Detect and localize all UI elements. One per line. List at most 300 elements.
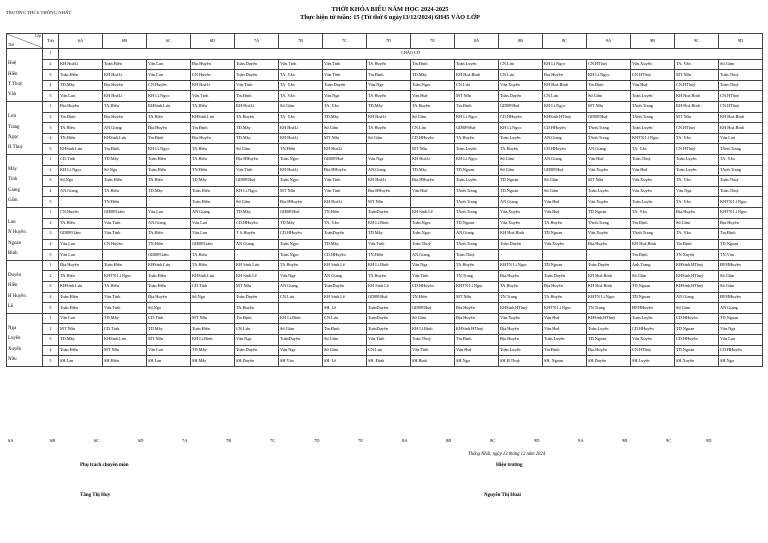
table-row	[7, 176, 763, 187]
lesson-cell: Sử.Gấm	[719, 282, 763, 293]
lesson-cell: Toán.Luyến	[631, 197, 675, 208]
lesson-cell: CN.HThuỳ	[719, 101, 763, 112]
lesson-cell: Văn.Tỉnh	[103, 229, 147, 240]
lesson-cell: KH Hoá.Bình	[587, 282, 631, 293]
day-teacher-cell: H Thuỳ	[7, 144, 43, 155]
lesson-cell: KH Lí.Ngọc	[587, 70, 631, 81]
table-row	[7, 250, 763, 261]
period-number: 4	[43, 292, 59, 303]
lesson-cell: Văn.Huệ	[631, 80, 675, 91]
lesson-cell: Văn.Tỉnh	[367, 239, 411, 250]
lesson-cell: TAnh.Trang	[587, 133, 631, 144]
footer-class-label: 7C	[270, 438, 276, 443]
lesson-cell: KH Hoá.Bình	[631, 239, 675, 250]
lesson-cell: CN.Huyền	[147, 80, 191, 91]
class-header-7c: 7C	[323, 34, 367, 49]
day-teacher-cell: Hiền	[7, 70, 43, 81]
period-number: 2	[43, 324, 59, 335]
lesson-cell: Toán.Duyên	[235, 59, 279, 70]
lesson-cell: Toán.Luyến	[675, 165, 719, 176]
lesson-cell: TD.Mây	[235, 123, 279, 134]
lesson-cell: Toán.Hiền	[191, 186, 235, 197]
lesson-cell: Văn.Nga	[367, 154, 411, 165]
lesson-cell: AN.Giang	[103, 123, 147, 134]
lesson-cell: TA.Hiếu	[191, 101, 235, 112]
lesson-cell: TA.Huyền	[279, 260, 323, 271]
lesson-cell: Sử.Gấm	[499, 154, 543, 165]
lesson-cell: Địa.Huyền	[499, 324, 543, 335]
lesson-cell: Toán.Hiền	[191, 197, 235, 208]
lesson-cell: CD.HHuyền	[499, 112, 543, 123]
lesson-cell	[499, 250, 543, 261]
lesson-cell: KH HoáLí	[323, 144, 367, 155]
lesson-cell: KH Hoá.Bình	[543, 80, 587, 91]
lesson-cell: TA. Vân	[675, 176, 719, 187]
lesson-cell: Văn.Lan	[59, 250, 103, 261]
lesson-cell: Địa.HHuyền	[235, 154, 279, 165]
class-header-9d: 9D	[719, 34, 763, 49]
lesson-cell: TA. Vân	[675, 197, 719, 208]
lesson-cell: TA.Hiếu	[103, 101, 147, 112]
period-number: 4	[43, 80, 59, 91]
lesson-cell: Toán.Thuỳ	[411, 239, 455, 250]
lesson-cell: CD.HHuyền	[631, 324, 675, 335]
lesson-cell: TN.Hiền	[279, 144, 323, 155]
table-row	[7, 165, 763, 176]
lesson-cell: SH.Luyến	[631, 356, 675, 367]
table-row	[7, 218, 763, 229]
lesson-cell: AN.Giang	[543, 133, 587, 144]
class-header-7a: 7A	[235, 34, 279, 49]
lesson-cell: Địa.Huyền	[587, 345, 631, 356]
lesson-cell: KHSinh.Lưu	[147, 260, 191, 271]
day-teacher-cell: T Thuỳ	[7, 80, 43, 91]
lesson-cell: AN.Giang	[675, 292, 719, 303]
lesson-cell: Sử.Gấm	[323, 345, 367, 356]
period-number: 1	[43, 101, 59, 112]
lesson-cell: Sử.Gấm	[279, 324, 323, 335]
lesson-cell: Văn.Huệ	[411, 91, 455, 102]
lesson-cell: ToánDuyên	[367, 303, 411, 314]
day-teacher-cell: Xuyến	[7, 345, 43, 356]
lesson-cell: Toán.Thuỳ	[719, 70, 763, 81]
lesson-cell: TD.Ngoan	[719, 313, 763, 324]
lesson-cell: CN.HThuỳ	[675, 144, 719, 155]
footer-class-label: 7D	[314, 438, 320, 443]
table-row	[7, 239, 763, 250]
lesson-cell: Toán.Thuỳ	[411, 335, 455, 346]
lesson-cell: Văn.Lan	[191, 218, 235, 229]
lesson-cell: CD.HHuyền	[235, 218, 279, 229]
lesson-cell: TD.Ngoan	[631, 292, 675, 303]
lesson-cell: Sử.Gấm	[719, 59, 763, 70]
period-number: 1	[43, 49, 59, 60]
lesson-cell: GDĐP.Huệ	[543, 165, 587, 176]
period-number: 3	[43, 70, 59, 81]
table-row	[7, 123, 763, 134]
table-row	[7, 345, 763, 356]
lesson-cell: TN.Trang	[499, 292, 543, 303]
period-number: 2	[43, 271, 59, 282]
class-header-6a: 6A	[59, 34, 103, 49]
lesson-cell: SH.Lan	[59, 356, 103, 367]
class-header-7d: 7D	[367, 34, 411, 49]
lesson-cell: Văn.Xuyến	[587, 165, 631, 176]
lesson-cell: Sử.Gấm	[411, 112, 455, 123]
lesson-cell: TD.Mây	[323, 112, 367, 123]
table-row	[7, 207, 763, 218]
lesson-cell: TA.Hiếu	[191, 250, 235, 261]
lesson-cell: KHSinh.Lưu	[191, 271, 235, 282]
day-teacher-cell: Vân	[7, 91, 43, 102]
lesson-cell: Toán.Hiền	[147, 271, 191, 282]
lesson-cell: KHTN Lí.Ngọc	[455, 282, 499, 293]
lesson-cell: AN.Giang	[191, 207, 235, 218]
lesson-cell: TAnh.Trang	[631, 112, 675, 123]
lesson-cell: TA.Hiếu	[191, 154, 235, 165]
lesson-cell: MT Nữu	[455, 292, 499, 303]
lesson-cell: KH HoáLí	[191, 80, 235, 91]
day-teacher-cell: Trang	[7, 123, 43, 134]
lesson-cell: TA.Hiếu	[147, 176, 191, 187]
day-teacher-cell: Luyến	[7, 335, 43, 346]
header-row	[7, 34, 763, 49]
lesson-cell: Văn.Tỉnh	[103, 292, 147, 303]
lesson-cell: TN.Hiền	[103, 197, 147, 208]
lesson-cell: CN.HThuỳ	[631, 345, 675, 356]
period-number: 4	[43, 345, 59, 356]
lesson-cell: Văn.Tỉnh	[235, 165, 279, 176]
lesson-cell: CN.Lưu	[543, 91, 587, 102]
lesson-cell: Tin.Định	[235, 91, 279, 102]
lesson-cell: Tin.Định	[235, 313, 279, 324]
lesson-cell: KHSinh.HThuỳ	[675, 282, 719, 293]
lesson-cell: CN.Lưu	[235, 324, 279, 335]
period-number: 4	[43, 186, 59, 197]
corner-cell	[7, 34, 43, 49]
lesson-cell: ToánDuyên	[279, 335, 323, 346]
lesson-cell: KH Lí.Ngọc	[147, 91, 191, 102]
lesson-cell: CD.Tỉnh	[191, 282, 235, 293]
lesson-cell: CN.Lưu	[367, 345, 411, 356]
lesson-cell: Toán.Duyên	[235, 292, 279, 303]
lesson-cell: KH Sinh.Lê	[235, 271, 279, 282]
lesson-cell: Địa.Huyền	[191, 133, 235, 144]
day-teacher-cell: Lan	[7, 218, 43, 229]
lesson-cell: GDĐP.Huệ	[499, 101, 543, 112]
timetable-body	[7, 34, 763, 367]
lesson-cell	[543, 250, 587, 261]
period-number: 1	[43, 260, 59, 271]
lesson-cell	[235, 250, 279, 261]
lesson-cell: KH HoáLí	[103, 91, 147, 102]
lesson-cell: TD.Mây	[235, 133, 279, 144]
lesson-cell: SH.H Thuỳ	[499, 356, 543, 367]
lesson-cell: KH Lí.Bình	[367, 218, 411, 229]
lesson-cell: Văn.Lan	[147, 207, 191, 218]
lesson-cell: KH HoáLí	[367, 176, 411, 187]
day-teacher-cell: Bình	[7, 250, 43, 261]
class-header-8b: 8B	[499, 34, 543, 49]
lesson-cell: TA.Hiếu	[59, 218, 103, 229]
lesson-cell: TAnh.Trang	[455, 207, 499, 218]
period-number: 2	[43, 112, 59, 123]
lesson-cell: TD.Mây	[147, 186, 191, 197]
lesson-cell: CD.Tỉnh	[103, 324, 147, 335]
lesson-cell: MT Nữu	[587, 176, 631, 187]
lesson-cell: TD.Mây	[191, 176, 235, 187]
lesson-cell: TA. Vân	[279, 112, 323, 123]
lesson-cell: TD.Mây	[411, 165, 455, 176]
lesson-cell: TAnh.Trang	[719, 165, 763, 176]
table-row	[7, 91, 763, 102]
lesson-cell: KHTN Lí.Ngọc	[631, 133, 675, 144]
table-row	[7, 282, 763, 293]
title-line: THỜI KHÓA BIỂU NĂM HỌC 2024-2025	[331, 6, 449, 13]
lesson-cell: TA.Hiếu	[103, 282, 147, 293]
lesson-cell: Tin.Định	[59, 112, 103, 123]
lesson-cell: KHSinh.HThuỳ	[499, 303, 543, 314]
lesson-cell: CN.Lưu	[455, 80, 499, 91]
lesson-cell: Văn.Nga	[323, 91, 367, 102]
lesson-cell: Văn.Nga	[235, 335, 279, 346]
lesson-cell: Toán.Luyến	[587, 186, 631, 197]
period-number: 1	[43, 207, 59, 218]
lesson-cell: Toán.Hiền	[103, 176, 147, 187]
lesson-cell: TD.Ngoan	[499, 176, 543, 187]
lesson-cell: TAnh.Trang	[631, 101, 675, 112]
lesson-cell: TN.Hiền	[147, 239, 191, 250]
lesson-cell: KH Lí.Ngọc	[543, 101, 587, 112]
lesson-cell: KHSinh.Lưu	[103, 133, 147, 144]
lesson-cell: SH.Nga	[455, 356, 499, 367]
lesson-cell: AN.Giang	[411, 250, 455, 261]
lesson-cell: Tin.Định	[587, 80, 631, 91]
lesson-cell: ToánDuyên	[323, 229, 367, 240]
lesson-cell: TD.Mây	[323, 239, 367, 250]
lesson-cell: Tin.Định	[543, 345, 587, 356]
lesson-cell: KH HoáLí	[323, 197, 367, 208]
lesson-cell: Sử.Gấm	[235, 197, 279, 208]
date-line: Thống Nhất, ngày 13 tháng 12 năm 2024	[468, 452, 546, 457]
lesson-cell: Văn.Xuyến	[543, 239, 587, 250]
lesson-cell: CN.HThuỳ	[631, 70, 675, 81]
lesson-cell: GDĐP.Huệ	[411, 303, 455, 314]
lesson-cell: Sử.Gấm	[719, 271, 763, 282]
lesson-cell: Toán.Luyến	[455, 176, 499, 187]
lesson-cell: Văn.Lan	[147, 59, 191, 70]
lesson-cell: TN.Hiền	[59, 133, 103, 144]
lesson-cell: ĐP.HHuyền	[719, 260, 763, 271]
day-teacher-cell: Ngoan	[7, 239, 43, 250]
lesson-cell: Sử.Gấm	[367, 133, 411, 144]
lesson-cell: KH Hoá.Bình	[455, 70, 499, 81]
lesson-cell: GDĐP.Gấm	[103, 207, 147, 218]
lesson-cell: KH Lí.Ngọc	[455, 154, 499, 165]
lesson-cell: Toán.Duyên	[587, 260, 631, 271]
footer-class-label: 6A	[8, 438, 14, 443]
day-teacher-cell: H Huyền	[7, 292, 43, 303]
lesson-cell: AN.Giang	[499, 197, 543, 208]
lesson-cell: KHSinh.Lưu	[59, 144, 103, 155]
lesson-cell: TA.Huyền	[367, 123, 411, 134]
lesson-cell: KH HoáLí	[411, 154, 455, 165]
lesson-cell: Văn.Xuyến	[499, 218, 543, 229]
period-number: 2	[43, 218, 59, 229]
lesson-cell: TN.Xuyến	[675, 250, 719, 261]
period-number: 2	[43, 59, 59, 70]
day-teacher-cell: Ngọc	[7, 133, 43, 144]
lesson-cell: Toán.Duyên	[323, 80, 367, 91]
lesson-cell: GDĐP.Gấm	[147, 250, 191, 261]
lesson-cell: SH Văn	[279, 356, 323, 367]
lesson-cell: Sử.Nga	[191, 292, 235, 303]
lesson-cell: CN.HThuỳ	[675, 123, 719, 134]
lesson-cell: GDĐP.Huệ	[587, 112, 631, 123]
lesson-cell: KH HoáLí	[279, 165, 323, 176]
lesson-cell: KH Lí.Bình	[191, 335, 235, 346]
lesson-cell: KHSinh.HThuỳ	[543, 112, 587, 123]
lesson-cell: CD.Tỉnh	[59, 154, 103, 165]
lesson-cell: KH HoáLí	[235, 101, 279, 112]
lesson-cell: MT Nữu	[279, 186, 323, 197]
lesson-cell: TA.Hiếu	[103, 186, 147, 197]
lesson-cell: KH Lí.Ngọc	[59, 165, 103, 176]
lesson-cell: Địa.Huyền	[147, 123, 191, 134]
lesson-cell: TA.Huyền	[235, 303, 279, 314]
lesson-cell: KH Lí.Bình	[367, 260, 411, 271]
table-row	[7, 49, 763, 60]
lesson-cell: TA. Vân	[323, 218, 367, 229]
lesson-cell	[147, 197, 191, 208]
lesson-cell: Địa.Huyền	[455, 303, 499, 314]
lesson-cell: SH. Ngoan	[543, 356, 587, 367]
period-number: 3	[43, 335, 59, 346]
left-signer-name: Tăng Thị Huy	[80, 493, 111, 498]
lesson-cell: TA.Huyền	[543, 292, 587, 303]
period-number: 5	[43, 250, 59, 261]
footer-class-row	[6, 438, 762, 446]
lesson-cell: TA. Vân	[675, 229, 719, 240]
lesson-cell: TD.Ngoan	[675, 345, 719, 356]
lesson-cell: GDĐP.Gấm	[191, 239, 235, 250]
lesson-cell: TD.Ngoan	[587, 335, 631, 346]
lesson-cell: Địa.Huyền	[675, 207, 719, 218]
corner-day-label: Thứ	[8, 43, 14, 48]
lesson-cell: Toán.Luyến	[587, 324, 631, 335]
period-number: 5	[43, 91, 59, 102]
lesson-cell: Địa.Huyền	[103, 80, 147, 91]
lesson-cell: Văn.Xuyến	[499, 80, 543, 91]
lesson-cell: Văn.Xuyến	[499, 313, 543, 324]
lesson-cell: GDĐP.Gấm	[59, 229, 103, 240]
lesson-cell: AN.Giang	[587, 144, 631, 155]
lesson-cell: ĐP.HHuyền	[631, 303, 675, 314]
lesson-cell: Văn.Huệ	[587, 154, 631, 165]
lesson-cell: Toán.Thuỳ	[719, 176, 763, 187]
lesson-cell: TN.Văn	[719, 250, 763, 261]
lesson-cell: Văn.Lan	[59, 313, 103, 324]
class-header-9c: 9C	[675, 34, 719, 49]
lesson-cell: Sử.Nga	[59, 176, 103, 187]
footer-class-label: 6B	[50, 438, 56, 443]
lesson-cell: Địa.Huyền	[587, 239, 631, 250]
lesson-cell: Văn.Nga	[367, 80, 411, 91]
lesson-cell: CN.HThuỳ	[587, 59, 631, 70]
lesson-cell: KHSinh.Lưu	[103, 335, 147, 346]
lesson-cell: Toán.Duyên	[499, 239, 543, 250]
lesson-cell: Văn.Huệ	[455, 345, 499, 356]
lesson-cell: AN.Giang	[279, 282, 323, 293]
lesson-cell: Địa.Huyền	[147, 292, 191, 303]
lesson-cell: Toán.Luyến	[631, 91, 675, 102]
lesson-cell: Toán.Hiền	[59, 292, 103, 303]
lesson-cell	[59, 197, 103, 208]
lesson-cell: AN.Giang	[147, 218, 191, 229]
lesson-cell: SH.Duyên	[235, 356, 279, 367]
lesson-cell: Văn.Nga	[279, 345, 323, 356]
lesson-cell: CD.HHuyền	[279, 229, 323, 240]
table-row	[7, 303, 763, 314]
day-teacher-cell: Duyên	[7, 271, 43, 282]
table-row	[7, 144, 763, 155]
lesson-cell: ToánDuyên	[323, 282, 367, 293]
lesson-cell: TA.Hiếu	[191, 144, 235, 155]
lesson-cell: Địa.Huyền	[499, 271, 543, 282]
class-header-7e: 7E	[411, 34, 455, 49]
lesson-cell: Văn.Huệ	[631, 165, 675, 176]
lesson-cell: TA.Hiếu	[59, 271, 103, 282]
lesson-cell: SH. Định	[367, 356, 411, 367]
lesson-cell	[191, 303, 235, 314]
class-header-9a: 9A	[587, 34, 631, 49]
table-row	[7, 271, 763, 282]
lesson-cell: MT Nữu	[675, 112, 719, 123]
lesson-cell: TAnh.Trang	[455, 186, 499, 197]
table-row	[7, 101, 763, 112]
footer-class-label: 8C	[490, 438, 496, 443]
period-number: 5	[43, 303, 59, 314]
footer-class-label: 9A	[578, 438, 584, 443]
lesson-cell: KH Sinh.Lê	[323, 292, 367, 303]
lesson-cell: MT Nữu	[191, 313, 235, 324]
lesson-cell: Văn.Tỉnh	[323, 70, 367, 81]
right-role: Hiệu trưởng	[496, 463, 523, 468]
lesson-cell: TA.Hiếu	[191, 260, 235, 271]
footer-class-label: 7B	[226, 438, 232, 443]
lesson-cell: TN.Hiền	[323, 207, 367, 218]
lesson-cell: TAnh.Trang	[631, 229, 675, 240]
lesson-cell: KH HoáLí	[279, 123, 323, 134]
day-teacher-cell: Nữu	[7, 356, 43, 367]
lesson-cell: Văn.Nga	[279, 271, 323, 282]
class-header-9b: 9B	[631, 34, 675, 49]
lesson-cell: Địa.Huyền	[59, 101, 103, 112]
lesson-cell: Toán.Luyến	[455, 144, 499, 155]
lesson-cell: Sử.Gấm	[675, 303, 719, 314]
lesson-cell: CD.HHuyền	[411, 133, 455, 144]
day-teacher-cell: Gấm	[7, 197, 43, 208]
lesson-cell: TD.Mây	[367, 229, 411, 240]
lesson-cell: TA. Vân	[279, 80, 323, 91]
lesson-cell: Toán.Ngọc	[279, 154, 323, 165]
lesson-cell: Văn.Lan	[59, 239, 103, 250]
table-row	[7, 133, 763, 144]
lesson-cell: CD.HHuyền	[323, 250, 367, 261]
period-number: 3	[43, 123, 59, 134]
lesson-cell: TA.Huyền	[499, 144, 543, 155]
lesson-cell: TA.Huyền	[411, 101, 455, 112]
